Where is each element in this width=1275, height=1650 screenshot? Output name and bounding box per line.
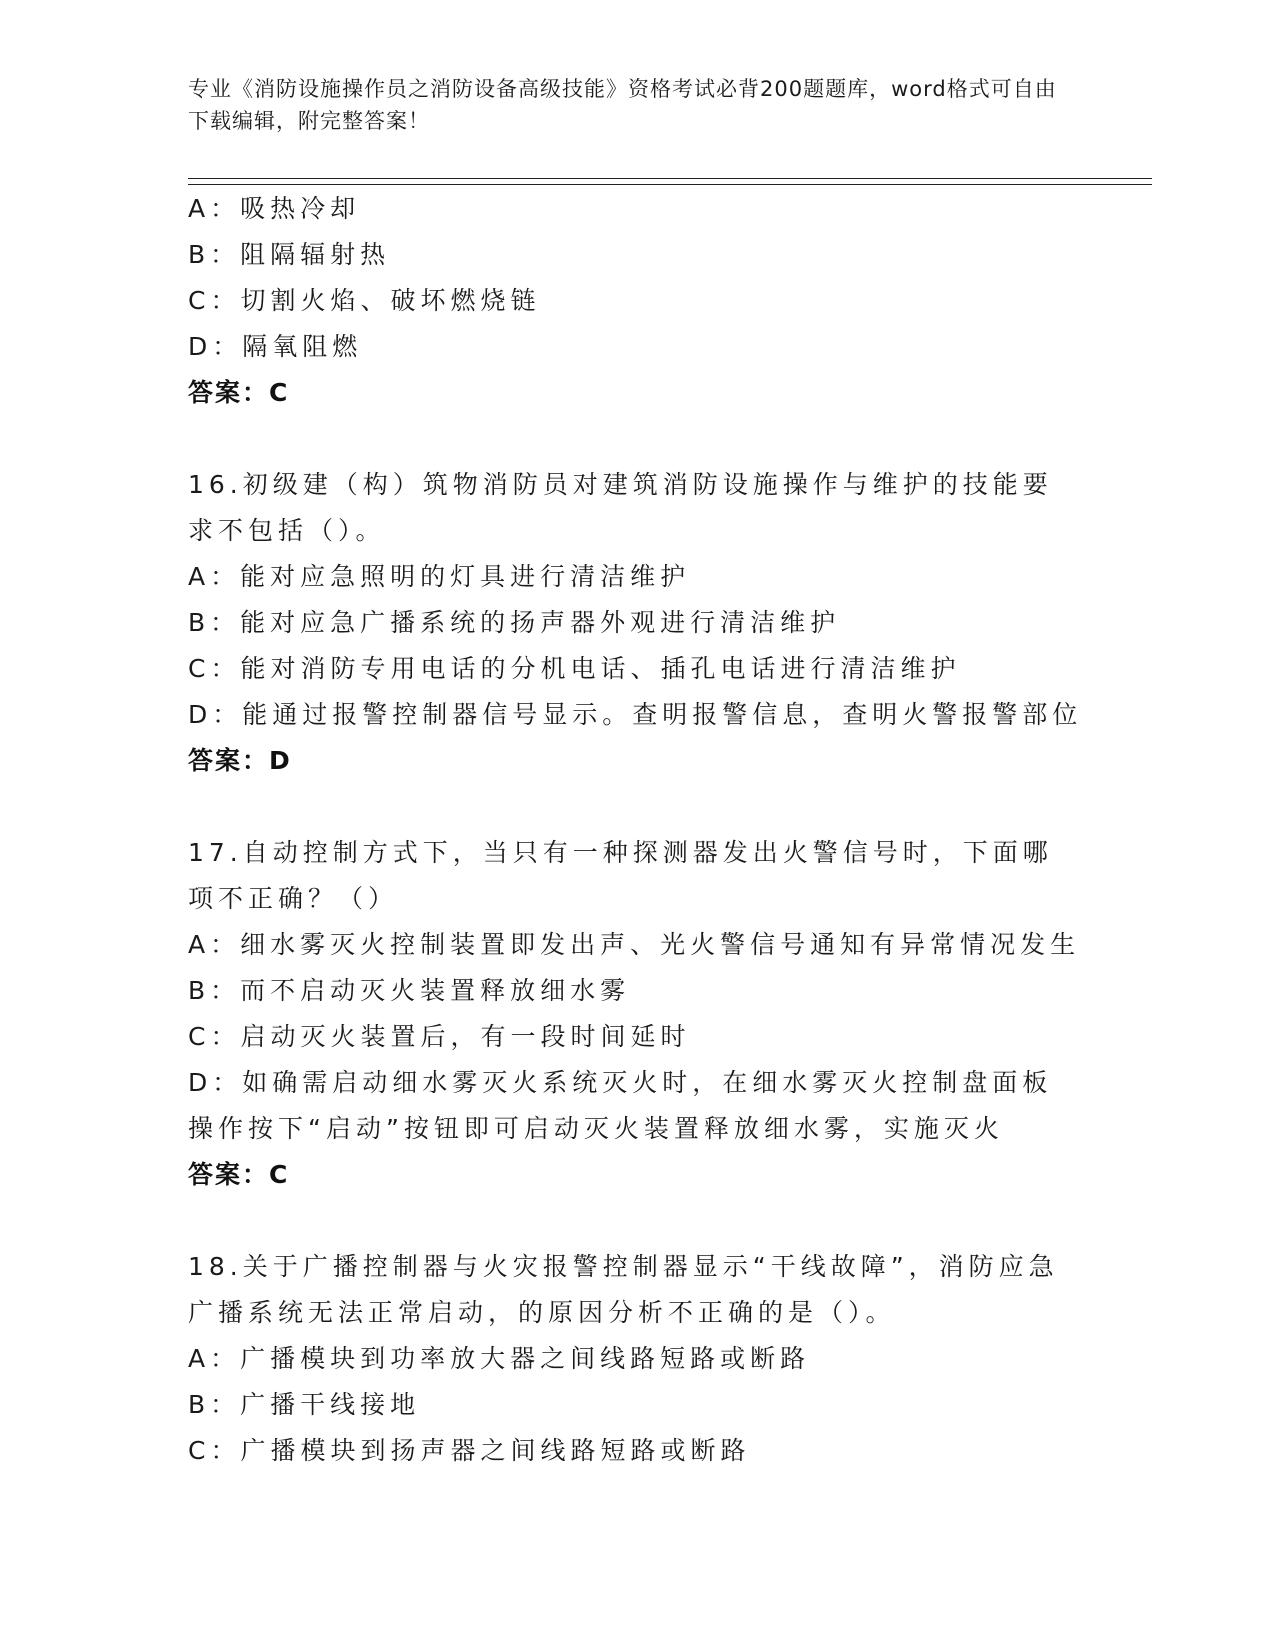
option-c: C：能对消防专用电话的分机电话、插孔电话进行清洁维护 bbox=[188, 654, 961, 683]
option-c: C：广播模块到扬声器之间线路短路或断路 bbox=[188, 1436, 751, 1465]
option-c: C：切割火焰、破坏燃烧链 bbox=[188, 286, 541, 315]
question-text: 18.关于广播控制器与火灾报警控制器显示“干线故障”，消防应急广播系统无法正常启动，的原因分析不正确的是（）。 bbox=[188, 1252, 1059, 1327]
option-b: B：能对应急广播系统的扬声器外观进行清洁维护 bbox=[188, 608, 841, 637]
option-a: A：能对应急照明的灯具进行清洁维护 bbox=[188, 562, 691, 591]
question-16 bbox=[188, 462, 1088, 784]
question-18 bbox=[188, 1244, 1088, 1474]
spacer bbox=[188, 1198, 1088, 1244]
option-b: B：而不启动灭火装置释放细水雾 bbox=[188, 976, 631, 1005]
question-15 bbox=[188, 186, 1088, 416]
answer-line: 答案：C bbox=[188, 1160, 290, 1189]
answer-line: 答案：C bbox=[188, 378, 290, 407]
option-b: B：阻隔辐射热 bbox=[188, 240, 391, 269]
question-17 bbox=[188, 830, 1088, 1198]
header-divider-bottom bbox=[188, 184, 1152, 185]
option-a: A：细水雾灭火控制装置即发出声、光火警信号通知有异常情况发生 bbox=[188, 930, 1081, 959]
question-text: 16.初级建（构）筑物消防员对建筑消防设施操作与维护的技能要求不包括（）。 bbox=[188, 470, 1053, 545]
document-header bbox=[188, 73, 1068, 137]
option-d: D：如确需启动细水雾灭火系统灭火时，在细水雾灭火控制盘面板操作按下“启动”按钮即可启动灭火装置释放细水雾，实施灭火 bbox=[188, 1068, 1053, 1143]
option-a: A：吸热冷却 bbox=[188, 194, 361, 223]
option-d: D：能通过报警控制器信号显示。查明报警信息，查明火警报警部位 bbox=[188, 700, 1083, 729]
header-title: 专业《消防设施操作员之消防设备高级技能》资格考试必背200题题库，word格式可自由下载编辑，附完整答案！ bbox=[188, 77, 1057, 133]
header-divider-top bbox=[188, 178, 1152, 179]
option-c: C：启动灭火装置后，有一段时间延时 bbox=[188, 1022, 691, 1051]
option-a: A：广播模块到功率放大器之间线路短路或断路 bbox=[188, 1344, 811, 1373]
spacer bbox=[188, 416, 1088, 462]
option-d: D：隔氧阻燃 bbox=[188, 332, 363, 361]
option-b: B：广播干线接地 bbox=[188, 1390, 421, 1419]
answer-line: 答案：D bbox=[188, 746, 292, 775]
question-text: 17.自动控制方式下，当只有一种探测器发出火警信号时，下面哪项不正确？（） bbox=[188, 838, 1053, 913]
question-content bbox=[188, 186, 1088, 1474]
spacer bbox=[188, 784, 1088, 830]
